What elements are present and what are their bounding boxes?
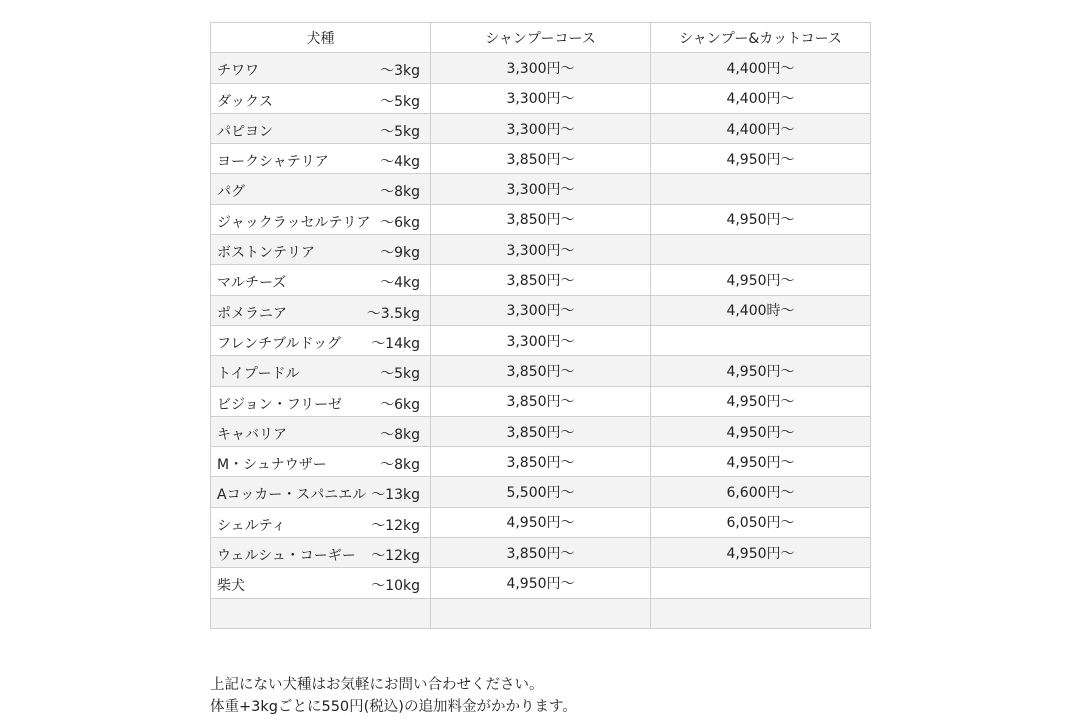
breed-weight: 〜10kg: [371, 578, 420, 595]
notes: [210, 674, 577, 718]
table-row: [211, 113, 871, 143]
shampoo-price: 4,950円〜: [431, 568, 651, 598]
table-row: [211, 386, 871, 416]
shampoo-price: 3,300円〜: [431, 295, 651, 325]
breed-name: 柴犬: [217, 578, 245, 595]
shampoo-price: 3,300円〜: [431, 174, 651, 204]
shampoo-cut-price: 4,950円〜: [651, 144, 871, 174]
breed-cell: [211, 144, 431, 174]
breed-name: キャバリア: [217, 426, 287, 443]
breed-name: トイプードル: [217, 366, 300, 383]
breed-weight: 〜4kg: [380, 275, 420, 292]
breed-name: ポメラニア: [217, 305, 287, 322]
shampoo-price: 3,850円〜: [431, 538, 651, 568]
breed-cell: [211, 598, 431, 628]
shampoo-cut-price: 4,950円〜: [651, 538, 871, 568]
breed-name: ジャックラッセルテリア: [217, 214, 371, 231]
table-row: [211, 174, 871, 204]
breed-cell: [211, 416, 431, 446]
shampoo-price: 3,850円〜: [431, 356, 651, 386]
table-row: [211, 447, 871, 477]
shampoo-cut-price: 4,950円〜: [651, 416, 871, 446]
breed-weight: 〜4kg: [380, 154, 420, 171]
breed-cell: [211, 235, 431, 265]
breed-name: ビジョン・フリーゼ: [217, 396, 342, 413]
table-row: [211, 235, 871, 265]
breed-weight: 〜14kg: [371, 335, 420, 352]
breed-name: ヨークシャテリア: [217, 154, 329, 171]
shampoo-cut-price: [651, 235, 871, 265]
shampoo-price: 3,300円〜: [431, 113, 651, 143]
shampoo-price: 3,300円〜: [431, 325, 651, 355]
shampoo-price: 4,950円〜: [431, 507, 651, 537]
breed-cell: [211, 568, 431, 598]
table-row: [211, 53, 871, 83]
breed-weight: 〜6kg: [380, 396, 420, 413]
table-row: [211, 568, 871, 598]
shampoo-cut-price: [651, 598, 871, 628]
breed-name: チワワ: [217, 63, 259, 80]
table-row: [211, 204, 871, 234]
breed-cell: [211, 83, 431, 113]
shampoo-price: 3,850円〜: [431, 447, 651, 477]
breed-cell: [211, 53, 431, 83]
breed-cell: [211, 204, 431, 234]
breed-cell: [211, 113, 431, 143]
breed-cell: [211, 386, 431, 416]
breed-cell: [211, 295, 431, 325]
breed-weight: 〜12kg: [371, 517, 420, 534]
breed-weight: 〜3.5kg: [366, 305, 420, 322]
shampoo-cut-price: 4,950円〜: [651, 356, 871, 386]
breed-weight: 〜12kg: [371, 548, 420, 565]
table-header-row: [211, 23, 871, 53]
breed-cell: [211, 265, 431, 295]
breed-weight: 〜8kg: [380, 184, 420, 201]
shampoo-cut-price: 6,600円〜: [651, 477, 871, 507]
breed-name: フレンチブルドッグ: [217, 335, 341, 352]
breed-weight: 〜8kg: [380, 426, 420, 443]
breed-name: ウェルシュ・コーギー: [217, 548, 356, 565]
shampoo-cut-price: 4,400円〜: [651, 113, 871, 143]
shampoo-price: 3,300円〜: [431, 83, 651, 113]
table-row: [211, 477, 871, 507]
breed-name: マルチーズ: [217, 275, 287, 292]
shampoo-price: [431, 598, 651, 628]
breed-name: Aコッカー・スパニエル: [217, 487, 367, 504]
shampoo-cut-price: 4,950円〜: [651, 386, 871, 416]
breed-name: M・シュナウザー: [217, 457, 327, 474]
note-other-breeds: 上記にない犬種はお気軽にお問い合わせください。: [210, 677, 544, 693]
shampoo-price: 3,850円〜: [431, 386, 651, 416]
shampoo-cut-price: 4,400時〜: [651, 295, 871, 325]
breed-name: ボストンテリア: [217, 245, 315, 262]
shampoo-price: 3,850円〜: [431, 204, 651, 234]
table-row: [211, 295, 871, 325]
breed-cell: [211, 447, 431, 477]
shampoo-price: 3,300円〜: [431, 53, 651, 83]
note-weight-surcharge: 体重+3kgごとに550円(税込)の追加料金がかかります。: [210, 699, 577, 715]
shampoo-price: 3,850円〜: [431, 416, 651, 446]
breed-cell: [211, 477, 431, 507]
breed-name: シェルティ: [217, 517, 286, 534]
shampoo-cut-price: [651, 568, 871, 598]
table-row: [211, 83, 871, 113]
shampoo-cut-price: 4,950円〜: [651, 447, 871, 477]
breed-weight: 〜13kg: [371, 487, 420, 504]
breed-name: パピヨン: [217, 123, 273, 140]
table-row: [211, 356, 871, 386]
table-row: [211, 265, 871, 295]
table-row: [211, 325, 871, 355]
shampoo-cut-price: 4,400円〜: [651, 53, 871, 83]
breed-weight: 〜5kg: [380, 366, 420, 383]
breed-cell: [211, 538, 431, 568]
breed-cell: [211, 356, 431, 386]
breed-cell: [211, 325, 431, 355]
header-shampoo-course: シャンプーコース: [431, 23, 651, 53]
breed-weight: 〜6kg: [380, 214, 420, 231]
breed-weight: 〜9kg: [380, 245, 420, 262]
shampoo-cut-price: [651, 325, 871, 355]
shampoo-price: 3,850円〜: [431, 265, 651, 295]
price-table: [210, 22, 871, 629]
header-breed: 犬種: [211, 23, 431, 53]
breed-name: ダックス: [217, 93, 273, 110]
shampoo-price: 3,850円〜: [431, 144, 651, 174]
shampoo-cut-price: 6,050円〜: [651, 507, 871, 537]
table-row: [211, 144, 871, 174]
shampoo-cut-price: [651, 174, 871, 204]
breed-cell: [211, 507, 431, 537]
breed-weight: 〜3kg: [380, 63, 420, 80]
shampoo-cut-price: 4,950円〜: [651, 204, 871, 234]
breed-weight: 〜5kg: [380, 93, 420, 110]
table-row: [211, 538, 871, 568]
breed-weight: 〜5kg: [380, 123, 420, 140]
table-row: [211, 598, 871, 628]
shampoo-cut-price: 4,400円〜: [651, 83, 871, 113]
shampoo-price: 5,500円〜: [431, 477, 651, 507]
header-shampoo-cut-course: シャンプー&カットコース: [651, 23, 871, 53]
table-row: [211, 507, 871, 537]
breed-cell: [211, 174, 431, 204]
table-row: [211, 416, 871, 446]
breed-weight: 〜8kg: [380, 457, 420, 474]
shampoo-price: 3,300円〜: [431, 235, 651, 265]
breed-name: パグ: [217, 184, 245, 201]
shampoo-cut-price: 4,950円〜: [651, 265, 871, 295]
